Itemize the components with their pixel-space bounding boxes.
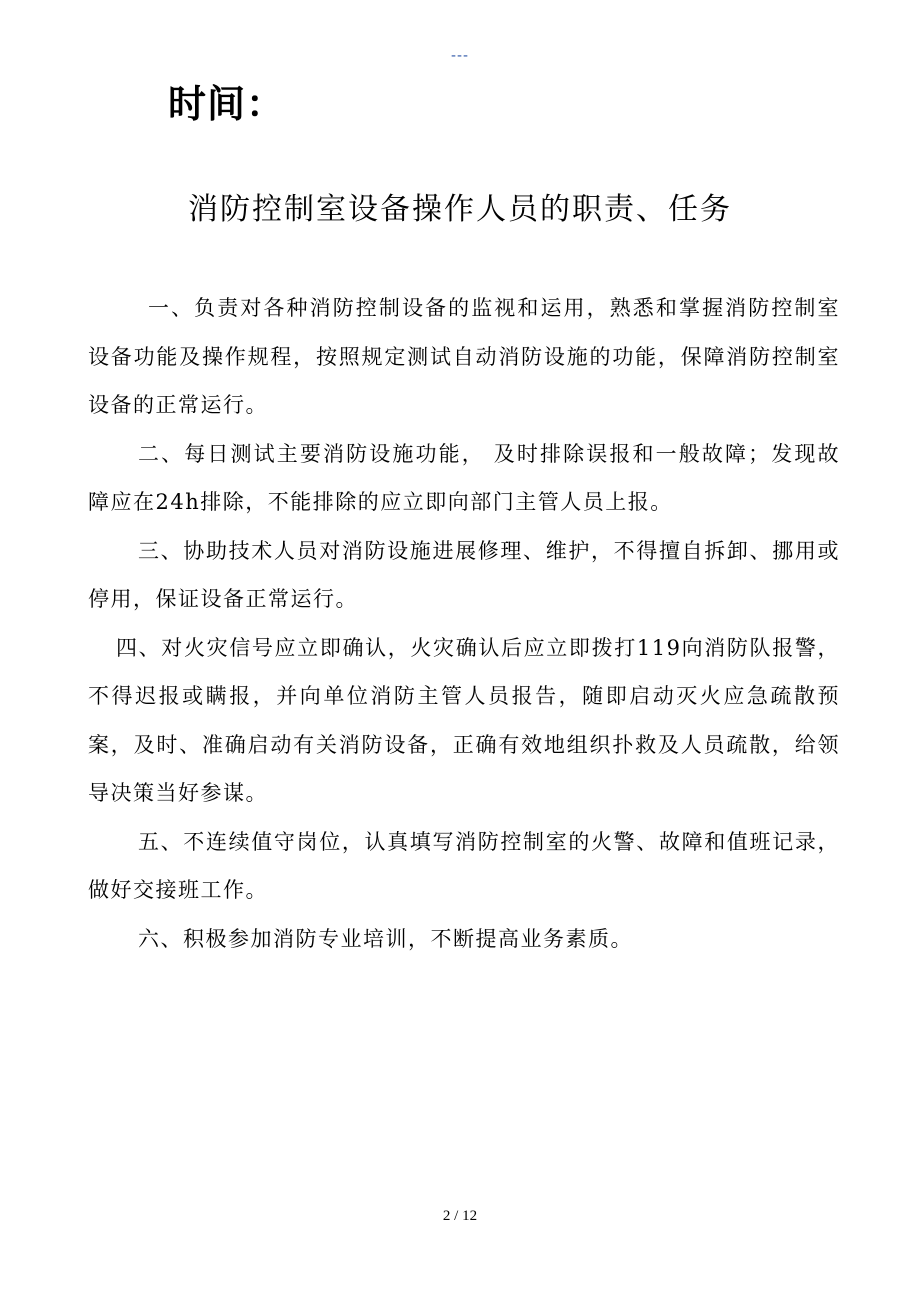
time-label: 时间： — [168, 82, 286, 126]
paragraph-5: 五、不连续值守岗位，认真填写消防控制室的火警、故障和值班记录，做好交接班工作。 — [88, 829, 840, 902]
header-mark: --- — [451, 47, 469, 64]
paragraph-1: 一、负责对各种消防控制设备的监视和运用，熟悉和掌握消防控制室设备功能及操作规程，按照规定测试自动消防设施的功能，保障消防控制室设备的正常运行。 — [88, 296, 840, 417]
page-number: 2 / 12 — [442, 1208, 478, 1224]
document-title: 消防控制室设备操作人员的职责、任务 — [188, 192, 732, 227]
body-text — [88, 284, 840, 963]
paragraph-6: 六、积极参加消防专业培训，不断提高业务素质。 — [138, 926, 633, 951]
paragraph-2: 二、每日测试主要消防设施功能， 及时排除误报和一般故障；发现故障应在24h排除，不能排除的应立即向部门主管人员上报。 — [88, 441, 840, 514]
paragraph-3: 三、协助技术人员对消防设施进展修理、维护，不得擅自拆卸、挪用或停用，保证设备正常运行。 — [88, 538, 840, 611]
paragraph-4: 四、对火灾信号应立即确认，火灾确认后应立即拨打119向消防队报警，不得迟报或瞒报，并向单位消防主管人员报告，随即启动灭火应急疏散预案，及时、准确启动有关消防设备，正确有效地组织扑救及人员疏散，给领导决策当好参谋。 — [88, 635, 840, 805]
